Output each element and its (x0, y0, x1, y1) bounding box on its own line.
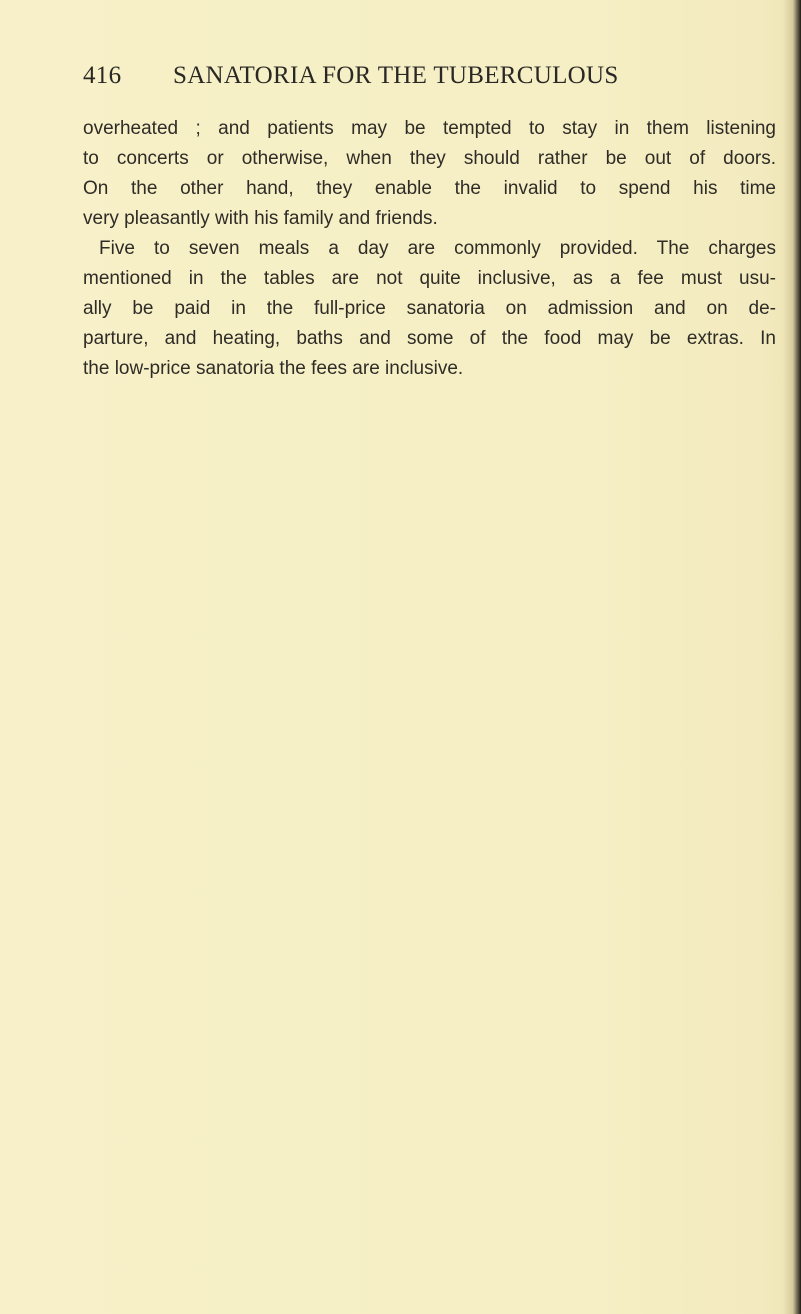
text-line: the low-price sanatoria the fees are inclusive. (83, 358, 464, 379)
text-line: mentioned in the tables are not quite inclusive, as a fee must usu- (83, 268, 776, 289)
text-line: very pleasantly with his family and friends. (83, 208, 438, 229)
text-line: ally be paid in the full-price sanatoria on admission and on de- (83, 298, 776, 319)
running-head (83, 62, 683, 102)
text-line: overheated ; and patients may be tempted to stay in them listening (83, 118, 776, 139)
text-line: to concerts or otherwise, when they should rather be out of doors. (83, 148, 776, 169)
running-title: SANATORIA FOR THE TUBERCULOUS (173, 62, 619, 89)
text-line: On the other hand, they enable the invalid to spend his time (83, 178, 776, 199)
page-edge-shadow (783, 0, 801, 1314)
text-line: parture, and heating, baths and some of the food may be extras. In (83, 328, 776, 349)
page-number: 416 (83, 62, 122, 89)
paragraph-start-line: Five to seven meals a day are commonly provided. The charges (99, 238, 776, 259)
body-text (83, 114, 776, 384)
